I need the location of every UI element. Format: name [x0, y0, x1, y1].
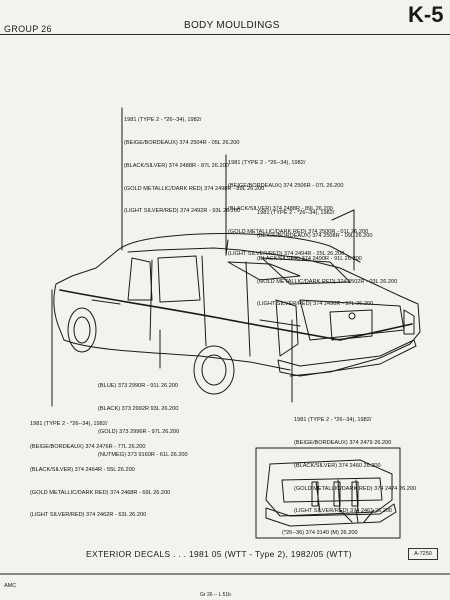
page-title: BODY MOULDINGS: [184, 20, 280, 31]
maker-label: AMC: [4, 583, 17, 589]
inset-label: (*26--36) 374 3140 (M) 26.200: [282, 530, 358, 536]
callout-roof-mid: 1981 (TYPE 2 - *26--34), 1982/ (BEIGE/BORDEAUX) 374 2506R - 07L 26.200 (BLACK/SILVER) 374 2488R - 89L 26.200 (GOLD METALLIC/DARK RED) 374 2500R - 01L 26.200 (LIGHT SILVER/RED) 374 2494R - 25L 26.200: [228, 160, 369, 258]
section-code: K-5: [408, 2, 444, 27]
reference-code: A-7250: [408, 548, 438, 560]
callout-roof-rear: 1981 (TYPE 2 - *26--34), 1982/ (BEIGE/BORDEAUX) 374 2508R - 09L 26.200 (BLACK/SILVER) 374 2490R - 91L 26.200 (GOLD METALLIC/DARK RED) 374 2502R - 03L 26.200 (LIGHT SILVER/RED) 374 2496R - 97L 26.200: [257, 210, 398, 308]
group-label: GROUP 26: [4, 24, 52, 34]
callout-lower-front: 1981 (TYPE 2 - *26--34), 1982/ (BEIGE/BORDEAUX) 374 2476R - 77L 26.200 (BLACK/SILVER) 374 2464R - 55L 26.200 (GOLD METALLIC/DARK RED) 374 2468R - 69L 26.200 (LIGHT SILVER/RED) 374 2462R - 63L 26.200: [30, 421, 171, 519]
page-code: Gr 26 -- L 51b: [200, 592, 231, 598]
callout-bodyside-colors: (BLUE) 373 2990R - 91L 26.200 (BLACK) 373 2992R 93L 26.200 (GOLD) 373 2996R - 97L 26.200 (NUTMEG) 373 9160R - 61L 26.200: [98, 383, 188, 458]
figure-caption: EXTERIOR DECALS . . . 1981 05 (WTT - Type 2), 1982/05 (WTT): [86, 549, 352, 559]
callout-lower-rear: 1981 (TYPE 2 - *26--34), 1982/ (BEIGE/BORDEAUX) 374 2479 26.200 (BLACK/SILVER) 374 2460 26.200 (GOLD METALLIC/DARK RED) 374 2474 26.200 (LIGHT SILVER/RED) 374 2461 26.200: [294, 417, 417, 515]
callout-roof-front: 1981 (TYPE 2 - *26--34), 1982/ (BEIGE/BORDEAUX) 374 2504R - 05L 26.200 (BLACK/SILVER) 374 2488R - 87L 26.200 (GOLD METALLIC/DARK RED) 374 2498R - 89L 26.200 (LIGHT SILVER/RED) 374 2492R - 93L 26.200: [124, 117, 265, 215]
